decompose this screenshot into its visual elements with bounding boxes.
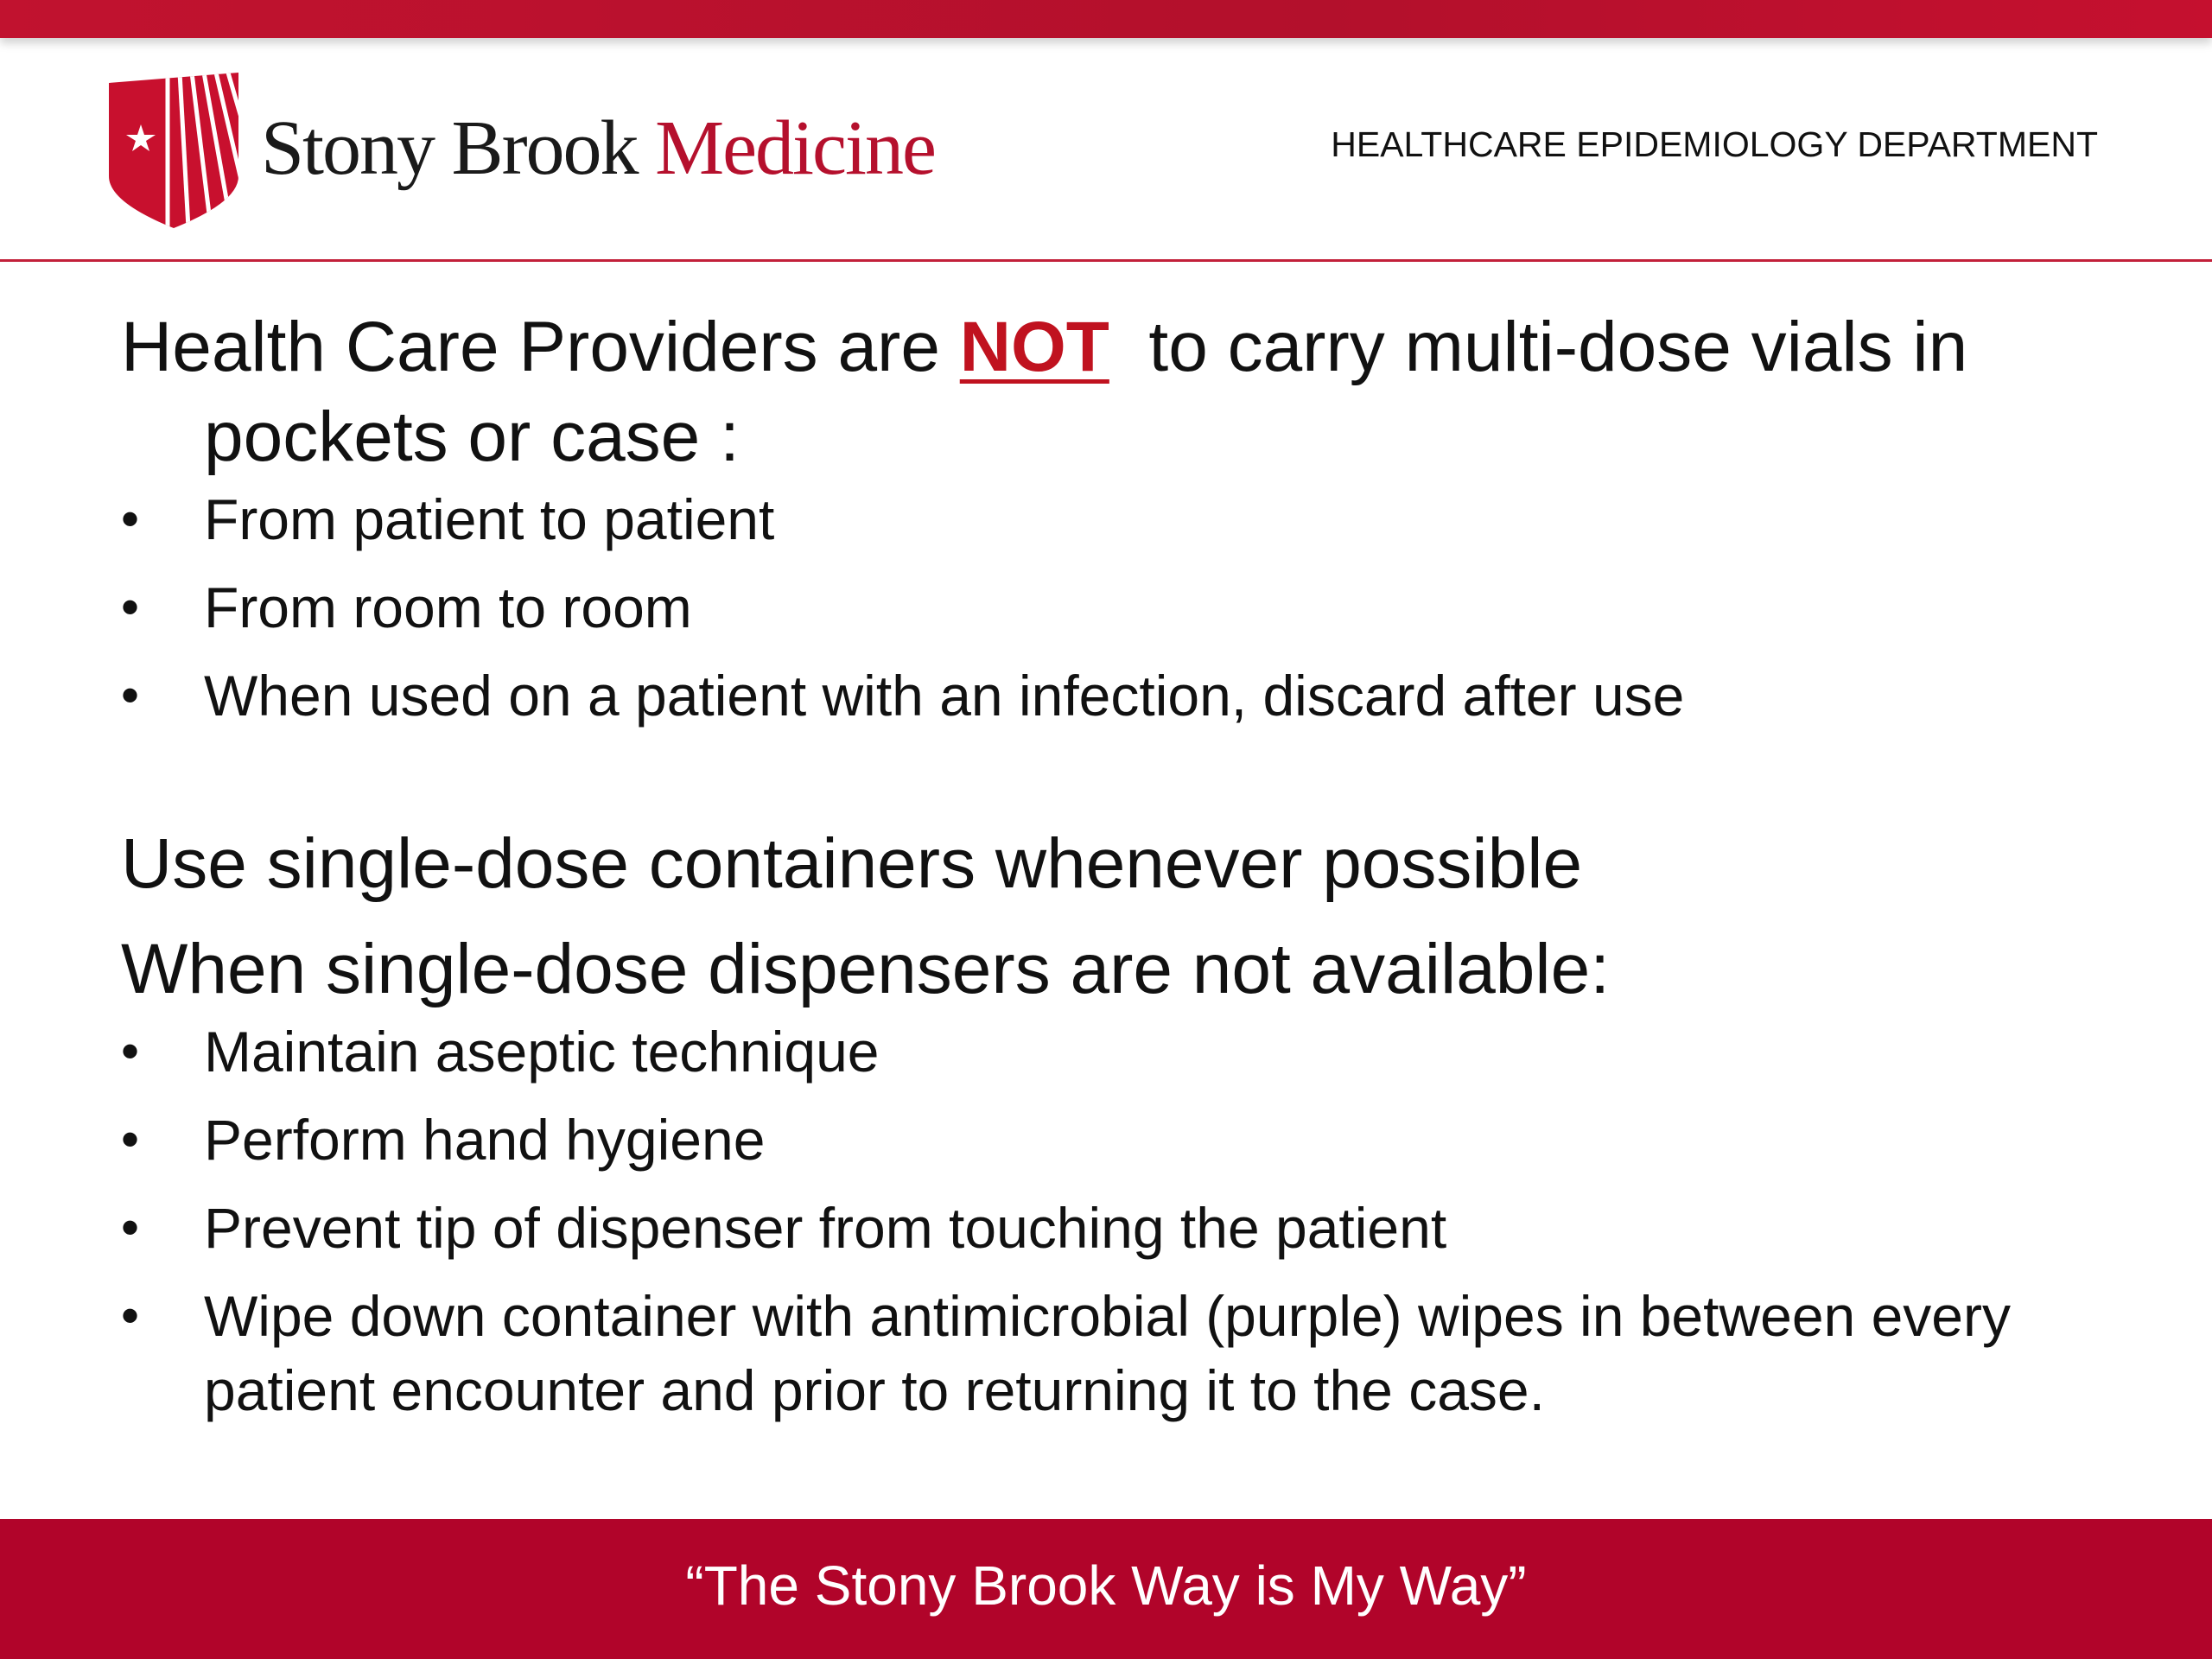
brand-division: Medicine (655, 105, 935, 191)
dispenser-practices-list (121, 1014, 2108, 1427)
list-item-text: From room to room (204, 575, 692, 639)
list-item-text: When used on a patient with an infection, discard after use (204, 664, 1685, 728)
lead-statement (121, 302, 2108, 482)
list-item (121, 1014, 2108, 1089)
footer-tagline: “The Stony Brook Way is My Way” (685, 1554, 1527, 1617)
stony-brook-medicine-logo (109, 73, 935, 228)
list-item-text: Perform hand hygiene (204, 1108, 766, 1172)
unavailable-statement: When single-dose dispensers are not available: (121, 930, 1611, 1008)
footer-banner (0, 1519, 2212, 1659)
slide-body (121, 302, 2108, 1441)
list-item (121, 1191, 2108, 1265)
single-dose-statement: Use single-dose containers whenever possible (121, 824, 1583, 903)
list-item-text: Wipe down container with antimicrobial (purple) wipes in between every patient encounter and prior to returning it to the case. (204, 1284, 2011, 1422)
bullet-icon: • (121, 578, 140, 636)
list-item (121, 1279, 2108, 1427)
carry-restrictions-list (121, 482, 2108, 733)
bullet-icon: • (121, 1022, 140, 1080)
list-item (121, 658, 2108, 733)
bullet-icon: • (121, 1110, 140, 1168)
lead-text-before: Health Care Providers are (121, 308, 960, 386)
bullet-icon: • (121, 490, 140, 548)
bullet-icon: • (121, 1287, 140, 1344)
list-item (121, 482, 2108, 556)
list-item-text: Maintain aseptic technique (204, 1020, 880, 1084)
bullet-icon: • (121, 1198, 140, 1256)
shield-star-rays-icon (109, 73, 238, 228)
header-divider (0, 259, 2212, 262)
brand-name: Stony Brook (261, 105, 638, 191)
list-item (121, 570, 2108, 645)
list-item-text: From patient to patient (204, 487, 775, 551)
list-item-text: Prevent tip of dispenser from touching the patient (204, 1196, 1447, 1260)
department-label: HEALTHCARE EPIDEMIOLOGY DEPARTMENT (1331, 124, 2098, 164)
top-accent-bar (0, 0, 2212, 38)
slide-header (0, 38, 2212, 259)
brand-wordmark (261, 105, 935, 191)
bullet-icon: • (121, 666, 140, 724)
emphasis-not: NOT (959, 308, 1109, 386)
lead-text-after: to carry multi-dose vials in pockets or case : (204, 308, 1988, 476)
list-item (121, 1103, 2108, 1177)
